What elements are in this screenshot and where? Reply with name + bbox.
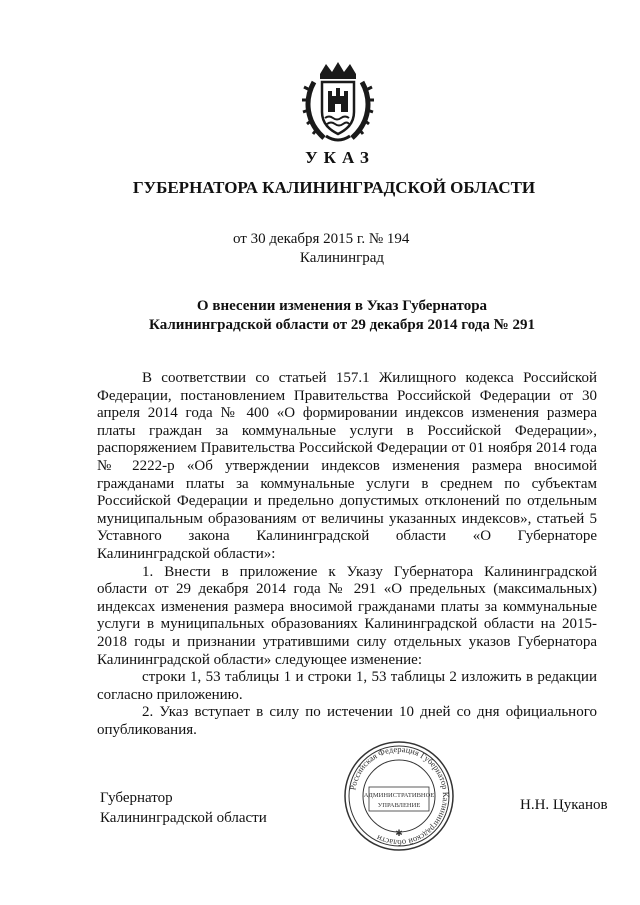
document-subject — [0, 297, 640, 335]
item-1-paragraph: 1. Внести в приложение к Указу Губернатора Калининградской области от 29 декабря 2014 года № 291 «О предельных (максимальных) индексах изменения размера вносимой гражданами платы за коммунальные услуги в муниципальных образованиях Калининградской области на 2015-2018 годы и признании утратившими силу отдельных указов Губернатора Калининградской области» следующее изменение: — [97, 563, 597, 668]
item-2-paragraph: 2. Указ вступает в силу по истечении 10 дней со дня официального опубликования. — [97, 704, 597, 738]
signatory-position-line-2: Калининградской области — [100, 810, 267, 826]
signatory-position-line-1: Губернатор — [100, 790, 173, 806]
preamble-paragraph: В соответствии со статьей 157.1 Жилищного кодекса Российской Федерации, постановлением Правительства Российской Федерации от 30 апреля 2014 года № 400 «О формировании индексов изменения размера платы граждан за коммунальные услуги в Российской Федерации», распоряжением Правительства Российской Федерации от 01 ноября 2014 года № 2222-р «Об утверждении индексов изменения размера вносимой гражданами платы за коммунальные услуги в среднем по субъектам Российской Федерации и предельно допустимых отклонений по отдельным муниципальным образованиям от величины указанных индексов», статьей 5 Уставного закона Калининградской области «О Губернаторе Калининградской области»: — [97, 370, 597, 562]
subject-line-1: О внесении изменения в Указ Губернатора — [196, 298, 488, 314]
stamp-center-line-2: УПРАВЛЕНИЕ — [377, 802, 421, 809]
signatory-name: Н.Н. Цуканов — [520, 797, 608, 813]
signatory-position — [100, 788, 267, 828]
stamp-star-icon: ✱ — [395, 828, 403, 838]
coat-of-arms-emblem — [300, 60, 376, 144]
stamp-ring-textpath: Российская Федерация Губернатор Калининградской области — [347, 743, 452, 849]
subject-line-2: Калининградской области от 29 декабря 2014 года № 291 — [149, 317, 535, 333]
item-1-sub-paragraph: строки 1, 53 таблицы 1 и строки 1, 53 таблицы 2 изложить в редакции согласно приложению. — [97, 669, 597, 703]
official-stamp — [343, 740, 455, 852]
date-number-line: от 30 декабря 2015 г. № 194 — [233, 231, 410, 247]
document-type-title: УКАЗ — [305, 148, 375, 167]
city-line: Калининград — [299, 250, 385, 266]
issuer-title: ГУБЕРНАТОРА КАЛИНИНГРАДСКОЙ ОБЛАСТИ — [132, 178, 536, 197]
stamp-center-line-1: АДМИНИСТРАТИВНОЕ — [363, 792, 435, 799]
document-body — [97, 370, 597, 739]
